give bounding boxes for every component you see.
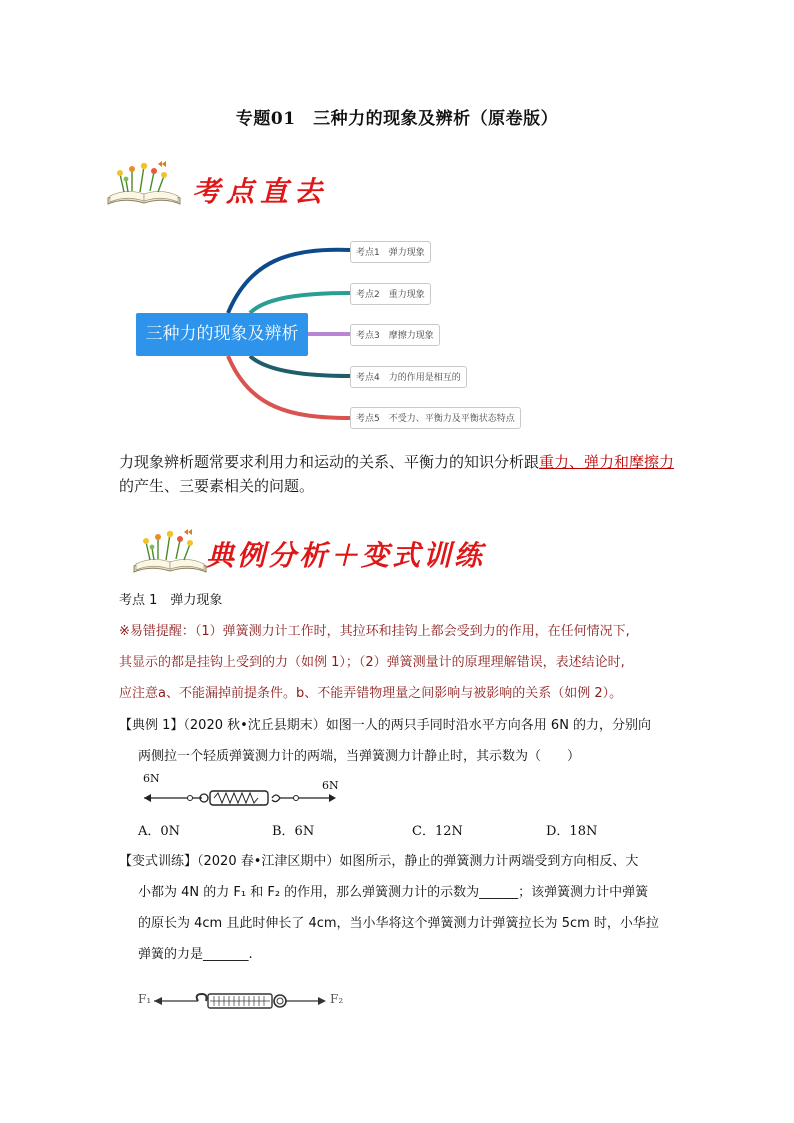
option-b: B．6N [272,824,315,839]
variant-line-3: 的原长为 4cm 且此时伸长了 4cm，当小华将这个弹簧测力计弹簧拉长为 5cm 时，小华拉 [138,916,659,931]
mindmap-branch-5 [228,356,350,418]
example1-left-force-label: 6N [143,772,160,785]
book-flower-icon [104,160,184,212]
option-c: C．12N [412,824,463,839]
spring-scale-figure-1 [140,786,340,812]
spring-scale-figure-2 [150,988,330,1014]
f1-label: F₁ [138,992,152,1006]
section-heading-kaodian: 考点直去 [192,175,329,208]
mindmap-root: 三种力的现象及辨析 [136,313,308,356]
variant-line-1: 【变式训练】（2020 春•江津区期中）如图所示，静止的弹簧测力计两端受到方向相反、大 [119,854,639,869]
mindmap-node-1: 考点1 弹力现象 [350,241,431,263]
mindmap-node-4: 考点4 力的作用是相互的 [350,366,467,388]
intro-paragraph [119,450,679,498]
page-title: 专题01 三种力的现象及辨析（原卷版） [235,109,559,129]
book-flower-icon-2 [130,528,210,580]
option-d: D．18N [546,824,598,839]
mindmap-node-3: 考点3 摩擦力现象 [350,324,440,346]
intro-highlight: 重力、弹力和摩擦力 [539,453,675,471]
mindmap-branch-2 [250,293,350,313]
mindmap-node-2: 考点2 重力现象 [350,283,431,305]
mindmap-node-5: 考点5 不受力、平衡力及平衡状态特点 [350,407,521,429]
section-heading-examples: 典例分析＋变式训练 [206,539,486,572]
f2-label: F₂ [330,992,344,1006]
option-a: A．0N [138,824,181,839]
intro-text-before: 力现象辨析题常要求利用力和运动的关系、平衡力的知识分析跟 [119,453,540,471]
kaodian-1-title: 考点 1 弹力现象 [119,593,223,608]
intro-text-after: 的产生、三要素相关的问题。 [119,477,315,495]
example1-line-1: 【典例 1】（2020 秋•沈丘县期末）如图一人的两只手同时沿水平方向各用 6N 的力，分别向 [119,718,652,733]
variant-line-4: 弹簧的力是_______. [138,947,253,962]
variant-line-2: 小都为 4N 的力 F₁ 和 F₂ 的作用，那么弹簧测力计的示数为______；该弹簧测力计中弹簧 [138,885,649,900]
mindmap-branch-4 [250,356,350,376]
example1-line-2: 两侧拉一个轻质弹簧测力计的两端，当弹簧测力计静止时，其示数为（ ） [138,749,581,764]
mindmap-branch-1 [228,250,350,313]
tip-line-3: 应注意a、不能漏掉前提条件。b、不能弄错物理量之间影响与被影响的关系（如例 2）。 [119,686,623,701]
example1-right-force-label: 6N [322,779,339,792]
tip-line-1: ※易错提醒：（1）弹簧测力计工作时，其拉环和挂钩上都会受到力的作用，在任何情况下, [119,624,630,639]
tip-line-2: 其显示的都是挂钩上受到的力（如例 1）；（2）弹簧测量计的原理理解错误，表述结论时, [119,655,625,670]
